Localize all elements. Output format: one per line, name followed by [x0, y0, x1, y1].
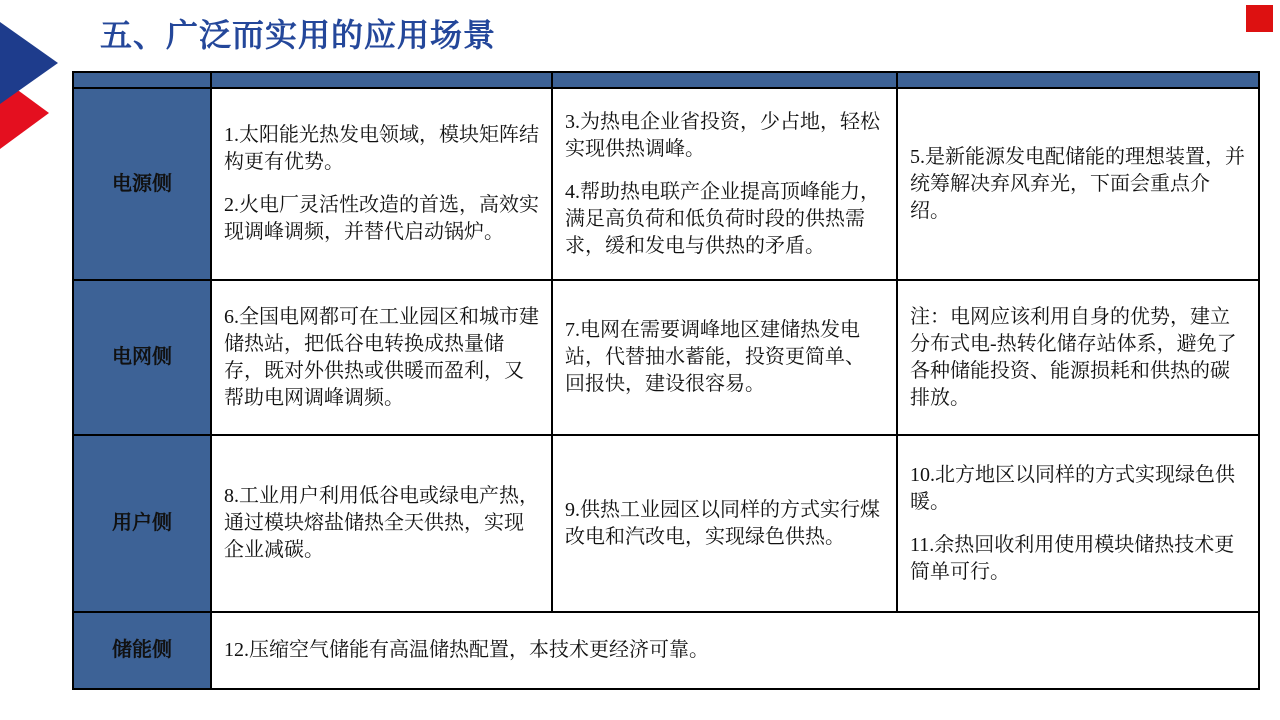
table-header-row	[73, 72, 1259, 88]
cell-storage-span	[211, 612, 1259, 689]
table-header-cell	[73, 72, 211, 88]
table-row-power-side	[73, 88, 1259, 280]
corner-red-square-icon	[1246, 5, 1273, 32]
left-accent-triangle-blue-icon	[0, 22, 58, 104]
cell-power-col3	[897, 88, 1259, 280]
table-text: 1.太阳能光热发电领域，模块矩阵结构更有优势。	[224, 124, 539, 173]
application-scenarios-table	[72, 71, 1260, 690]
cell-grid-col2	[552, 280, 897, 435]
table-text: 10.北方地区以同样的方式实现绿色供暖。	[910, 463, 1235, 513]
page-title: 五、广泛而实用的应用场景	[100, 17, 497, 53]
table-text: 8.工业用户利用低谷电或绿电产热，通过模块熔盐储热全天供热，实现企业减碳。	[224, 485, 539, 561]
table-row-grid-side	[73, 280, 1259, 435]
table-header-cell	[552, 72, 897, 88]
table-header-cell	[897, 72, 1259, 88]
cell-power-col2	[552, 88, 897, 280]
cell-grid-col1	[211, 280, 552, 435]
table-text: 4.帮助热电联产企业提高顶峰能力，满足高负荷和低负荷时段的供热需求，缓和发电与供热的矛盾。	[565, 180, 880, 257]
table-text: 11.余热回收利用使用模块储热技术更简单可行。	[910, 533, 1235, 583]
table-text: 7.电网在需要调峰地区建储热发电站，代替抽水蓄能，投资更简单、回报快，建设很容易。	[565, 319, 865, 395]
table-text: 9.供热工业园区以同样的方式实行煤改电和汽改电，实现绿色供热。	[565, 498, 880, 548]
cell-user-col2	[552, 435, 897, 612]
note-text: 注：电网应该利用自身的优势，建立分布式电-热转化储存站体系，避免了各种储能投资、能源损耗和供热的碳排放。	[910, 305, 1237, 409]
row-label-power-side: 电源侧	[73, 88, 211, 280]
cell-user-col1	[211, 435, 552, 612]
table-text: 3.为热电企业省投资，少占地，轻松实现供热调峰。	[565, 110, 880, 160]
cell-user-col3	[897, 435, 1259, 612]
table-text: 6.全国电网都可在工业园区和城市建储热站，把低谷电转换成热量储存，既对外供热或供暖而盈利，又帮助电网调峰调频。	[224, 305, 539, 409]
table-text: 12.压缩空气储能有高温储热配置，本技术更经济可靠。	[224, 639, 709, 661]
row-label-user-side: 用户侧	[73, 435, 211, 612]
table-row-storage-side	[73, 612, 1259, 689]
table-text: 2.火电厂灵活性改造的首选，高效实现调峰调频，并替代启动锅炉。	[224, 194, 539, 243]
cell-power-col1	[211, 88, 552, 280]
row-label-storage-side: 储能侧	[73, 612, 211, 689]
table-row-user-side	[73, 435, 1259, 612]
table-text: 5.是新能源发电配储能的理想装置，并统筹解决弃风弃光，下面会重点介绍。	[910, 145, 1245, 222]
table-header-cell	[211, 72, 552, 88]
cell-grid-note-red	[897, 280, 1259, 435]
row-label-grid-side: 电网侧	[73, 280, 211, 435]
